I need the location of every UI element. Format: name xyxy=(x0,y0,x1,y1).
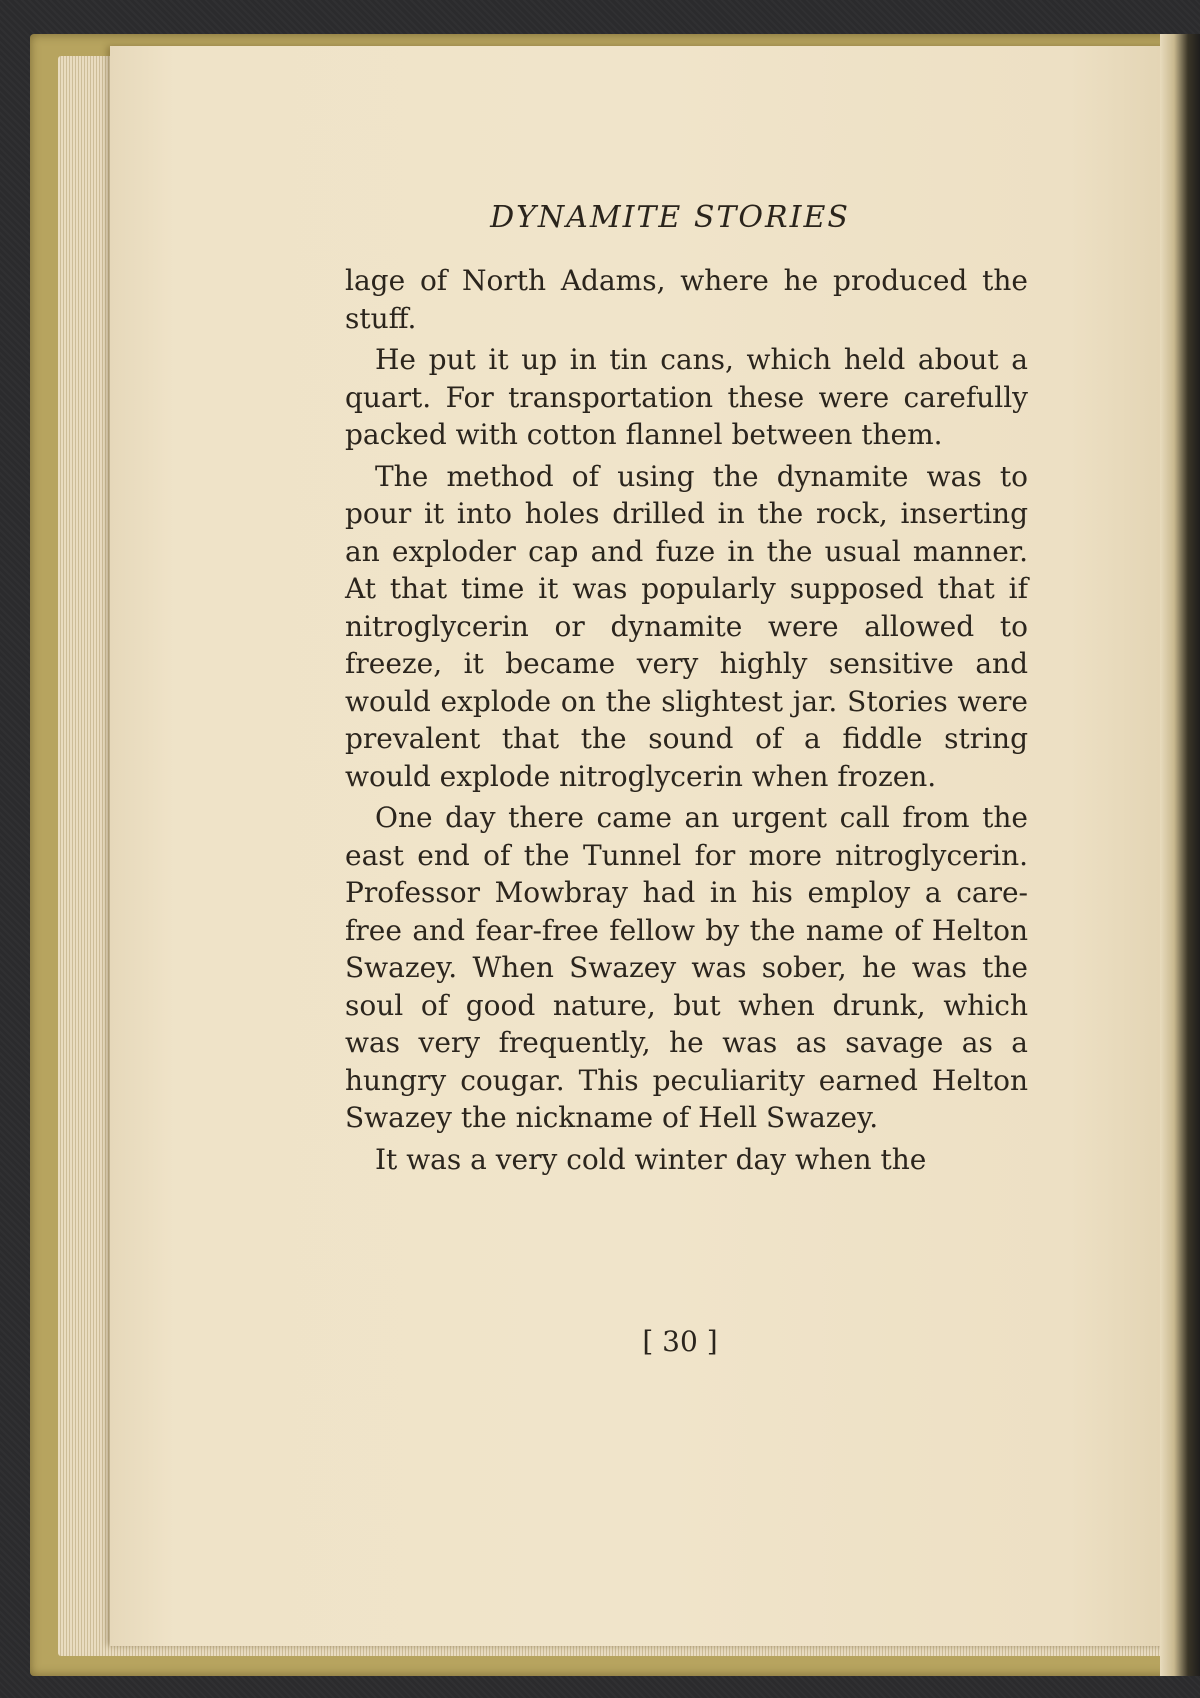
body-text xyxy=(345,262,1028,1182)
paragraph: It was a very cold winter day when the xyxy=(375,1142,927,1176)
paragraph: He put it up in tin cans, which held about a quart. For transportation these were carefully packed with cotton flannel between them. xyxy=(345,343,1028,451)
book-gutter xyxy=(1160,34,1200,1676)
paragraph: lage of North Adams, where he produced the stuff. xyxy=(345,264,1028,335)
running-head: DYNAMITE STORIES xyxy=(490,200,850,235)
paragraph: One day there came an urgent call from the east end of the Tunnel for more nitroglycerin. Professor Mowbray had in his employ a care-free and fear-free fellow by the name of Helton Swazey. When Swazey was sober, he was the soul of good nature, but when drunk, which was very frequently, he was as savage as a hungry cougar. This peculiarity earned Helton Swazey the nickname of Hell Swazey. xyxy=(345,801,1028,1134)
page-number: [ 30 ] xyxy=(642,1325,718,1358)
paragraph: The method of using the dynamite was to pour it into holes drilled in the rock, inserting an exploder cap and fuze in the usual manner. At that time it was popularly supposed that if nitroglycerin or dynamite were allowed to freeze, it became very highly sensitive and would explode on the slightest jar. Stories were prevalent that the sound of a fiddle string would explode nitroglycerin when frozen. xyxy=(345,459,1028,793)
